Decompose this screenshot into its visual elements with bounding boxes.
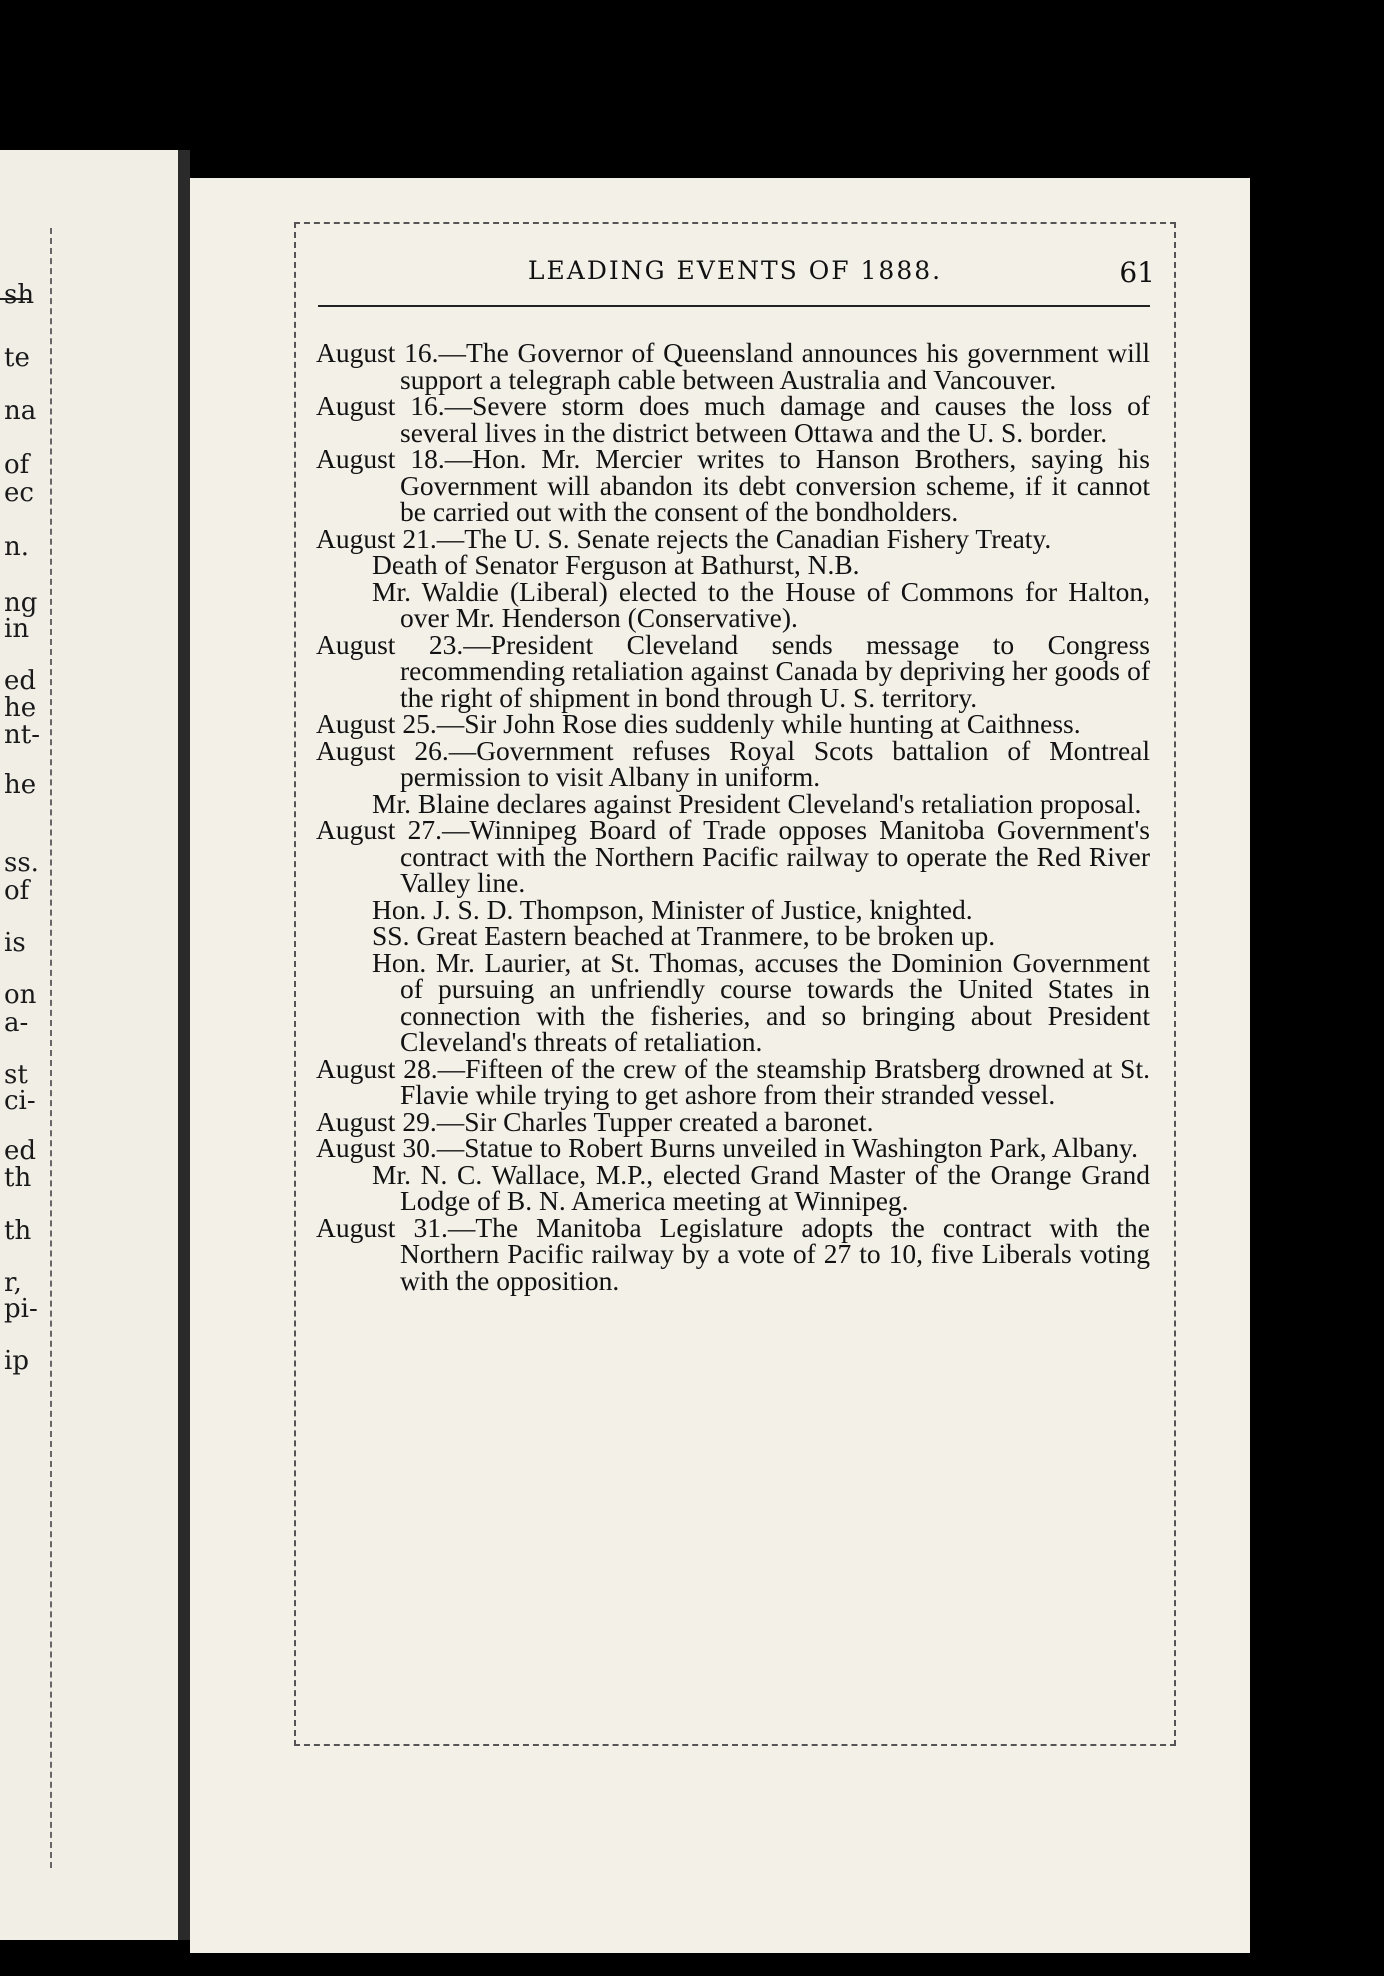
event-subentry: Mr. Waldie (Liberal) elected to the House of Commons for Halton, over Mr. Henderson (Conservative). bbox=[372, 575, 1150, 633]
margin-fragment: he bbox=[4, 770, 37, 800]
event-entry: August 29.—Sir Charles Tupper created a baronet. bbox=[316, 1105, 874, 1137]
event-entry: August 25.—Sir John Rose dies suddenly while hunting at Caithness. bbox=[316, 708, 1081, 739]
header-rule bbox=[318, 305, 1150, 307]
event-entry: August 21.—The U. S. Senate rejects the Canadian Fishery Treaty. bbox=[316, 522, 1052, 554]
margin-fragment: nt- bbox=[4, 720, 40, 750]
events-list bbox=[316, 337, 1150, 1296]
event-entry: August 28.—Fifteen of the crew of the steamship Bratsberg drowned at St. Flavie while trying to get ashore from their stranded vessel. bbox=[316, 1052, 1150, 1110]
margin-fragment: on bbox=[4, 980, 37, 1010]
margin-fragment: sh bbox=[4, 280, 35, 310]
margin-fragment: a- bbox=[4, 1008, 29, 1038]
margin-fragment: in bbox=[4, 614, 30, 644]
margin-fragment: r, bbox=[4, 1268, 22, 1298]
event-entry: August 30.—Statue to Robert Burns unveiled in Washington Park, Albany. bbox=[316, 1132, 1138, 1163]
margin-fragment: of bbox=[4, 876, 30, 906]
margin-fragment: n. bbox=[4, 532, 30, 562]
event-entry: August 16.—Severe storm does much damage and causes the loss of several lives in the district between Ottawa and the U. S. border. bbox=[316, 390, 1150, 448]
book-gutter bbox=[178, 150, 190, 1940]
running-head bbox=[315, 256, 1155, 296]
event-subentry: Hon. J. S. D. Thompson, Minister of Justice, knighted. bbox=[372, 893, 973, 925]
facing-page bbox=[0, 150, 178, 1940]
margin-fragment: ci- bbox=[4, 1086, 36, 1116]
margin-fragment: st bbox=[4, 1060, 28, 1090]
margin-fragment: is bbox=[4, 928, 26, 958]
event-entry: August 16.—The Governor of Queensland announces his government will support a telegraph cable between Australia and Vancouver. bbox=[316, 337, 1150, 395]
margin-fragment: na bbox=[4, 396, 37, 426]
event-subentry: SS. Great Eastern beached at Tranmere, to be broken up. bbox=[372, 920, 996, 951]
margin-fragment: th bbox=[4, 1163, 32, 1193]
event-subentry: Mr. N. C. Wallace, M.P., elected Grand Master of the Orange Grand Lodge of B. N. America meeting at Winnipeg. bbox=[372, 1158, 1150, 1216]
event-subentry: Hon. Mr. Laurier, at St. Thomas, accuses the Dominion Government of pursuing an unfriendly course towards the United States in connection with the fisheries, and so bringing about President Cleveland's threats of retaliation. bbox=[372, 946, 1150, 1057]
margin-fragment: ed bbox=[4, 666, 37, 696]
event-entry: August 18.—Hon. Mr. Mercier writes to Hanson Brothers, saying his Government will abandon its debt conversion scheme, if it cannot be carried out with the consent of the bondholders. bbox=[316, 443, 1150, 527]
event-entry: August 26.—Government refuses Royal Scots battalion of Montreal permission to visit Albany in uniform. bbox=[316, 734, 1150, 792]
margin-fragment: ss. bbox=[4, 848, 39, 878]
book-page bbox=[190, 178, 1250, 1953]
page-number: 61 bbox=[1119, 256, 1155, 289]
event-entry: August 27.—Winnipeg Board of Trade opposes Manitoba Government's contract with the Northern Pacific railway to operate the Red River Valley line. bbox=[316, 814, 1150, 898]
margin-fragment: ng bbox=[4, 588, 38, 618]
margin-fragment: ec bbox=[4, 478, 34, 508]
margin-fragment: ip bbox=[4, 1346, 29, 1376]
margin-fragment: te bbox=[4, 343, 30, 373]
event-subentry: Mr. Blaine declares against President Cleveland's retaliation proposal. bbox=[372, 787, 1142, 819]
running-title: LEADING EVENTS OF 1888. bbox=[527, 256, 943, 285]
margin-fragment: pi- bbox=[4, 1294, 38, 1324]
margin-fragment: of bbox=[4, 450, 30, 480]
event-entry: August 31.—The Manitoba Legislature adopts the contract with the Northern Pacific railway by a vote of 27 to 10, five Liberals voting with the opposition. bbox=[316, 1211, 1150, 1296]
margin-fragment: th bbox=[4, 1216, 32, 1246]
margin-fragment: he bbox=[4, 693, 37, 723]
event-entry: August 23.—President Cleveland sends message to Congress recommending retaliation against Canada by depriving her goods of the right of shipment in bond through U. S. territory. bbox=[316, 628, 1150, 713]
event-subentry: Death of Senator Ferguson at Bathurst, N.B. bbox=[372, 549, 860, 580]
margin-fragment: ed bbox=[4, 1136, 37, 1166]
